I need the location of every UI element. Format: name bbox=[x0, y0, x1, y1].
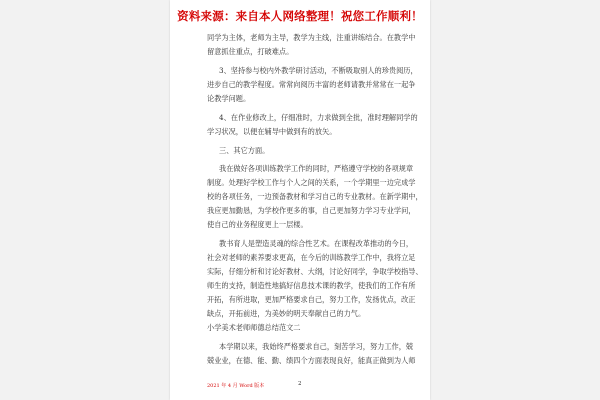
source-banner: 资料来源：来自本人网络整理！祝您工作顺利！ bbox=[177, 9, 423, 23]
body-line: 制度。处理好学校工作与个人之间的关系，一个学期里一边完成学 bbox=[207, 178, 416, 187]
body-line: 使自己的业务程度更上一层楼。 bbox=[207, 220, 308, 229]
body-line: 留意抓住重点，打破难点。 bbox=[207, 47, 294, 56]
body-line: 开拓，有所进取，更加严格要求自己，努力工作，发扬优点，改正 bbox=[207, 295, 416, 304]
body-line: 3、坚持参与校内外教学研讨活动，不断吸取别人的珍贵阅历， bbox=[219, 66, 418, 75]
article-title: 小学美术老师师德总结范文二 bbox=[207, 323, 301, 332]
section-heading: 三、其它方面。 bbox=[219, 146, 270, 155]
body-line: 进步自己的教学程度。常常向阅历丰富的老师请教并常常在一起争 bbox=[207, 80, 416, 89]
body-line: 缺点，开拓前进，为美妙的明天奉献自己的力气。 bbox=[207, 309, 366, 318]
body-line: 我在做好各项训练教学工作的同时，严格遵守学校的各项规章 bbox=[219, 164, 414, 173]
body-line: 论教学问题。 bbox=[207, 94, 251, 103]
body-line: 教书育人是塑造灵魂的综合性艺术。在课程改革推动的今日， bbox=[219, 239, 414, 248]
footer-date-label: 2021 年 4 月 Word 版本 bbox=[207, 383, 265, 389]
body-line: 社会对老师的素养要求更高，在今后的训练教学工作中，我将立足 bbox=[207, 253, 416, 262]
body-line: 学习状况，以便在辅导中做到有的放矢。 bbox=[207, 127, 337, 136]
body-line: 校的各项任务，一边预备教材和学习自己的专业教材。在新学期中， bbox=[207, 192, 423, 201]
body-line: 我应更加勤恳，为学校作更多的事，自己更加努力学习专业学问， bbox=[207, 206, 416, 215]
body-line: 4、在作业修改上，仔细准时，力求做到全批，准时理解同学的 bbox=[219, 113, 418, 122]
body-line: 师生的支持，制造性地搞好信息技术课的教学，使我们的工作有所 bbox=[207, 281, 416, 290]
document-page bbox=[170, 0, 430, 400]
page-number: 2 bbox=[298, 381, 302, 387]
body-line: 本学期以来，我始终严格要求自己，刻苦学习，努力工作，兢 bbox=[219, 342, 414, 351]
body-line: 实际，仔细分析和讨论好教材、大纲，讨论好同学，争取学校指导、 bbox=[207, 267, 423, 276]
body-line: 同学为主体，老师为主导，教学为主线，注重讲练结合。在教学中 bbox=[207, 33, 416, 42]
body-line: 兢业业，在德、能、勤、绩四个方面表现良好，能真正做到为人师 bbox=[207, 356, 416, 365]
